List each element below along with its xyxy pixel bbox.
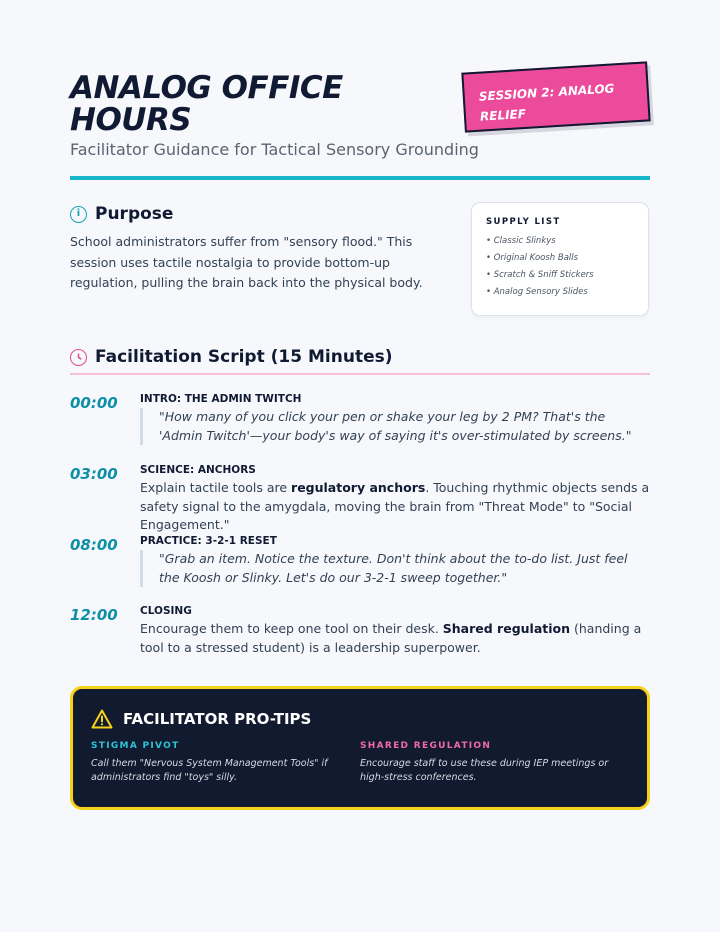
- step-time: 00:00: [70, 394, 118, 412]
- step-label: SCIENCE: ANCHORS: [140, 464, 256, 476]
- step-text-part: (handing a tool to a stressed student) is a leadership superpower.: [140, 621, 642, 655]
- tip-label: STIGMA PIVOT: [91, 741, 180, 751]
- tip-column: [91, 741, 360, 785]
- tip-text: Encourage staff to use these during IEP meetings or high-stress conferences.: [360, 758, 609, 783]
- script-divider: [70, 373, 650, 375]
- page-subtitle: Facilitator Guidance for Tactical Sensory Grounding: [70, 140, 479, 159]
- step-time: 08:00: [70, 536, 118, 554]
- document-page: [70, 0, 650, 932]
- warning-icon: [91, 709, 113, 729]
- step-time: 03:00: [70, 465, 118, 483]
- script-heading: Facilitation Script (15 Minutes): [95, 347, 393, 367]
- header-divider: [70, 176, 650, 180]
- step-time: 12:00: [70, 606, 118, 624]
- supply-list-card: [471, 202, 649, 316]
- supply-item: • Original Koosh Balls: [486, 253, 579, 263]
- pro-tips-title: FACILITATOR PRO-TIPS: [123, 710, 312, 728]
- pro-tips-header: [91, 709, 629, 729]
- tip-text: Call them "Nervous System Management Tools" if administrators find "toys" silly.: [91, 758, 328, 783]
- tip-label: SHARED REGULATION: [360, 741, 492, 751]
- page-title: ANALOG OFFICE HOURS: [70, 70, 343, 138]
- step-text: [140, 620, 650, 657]
- purpose-text: School administrators suffer from "sensory flood." This session uses tactile nostalgia to provide bottom-up regulation, pulling the brain back into the physical body.: [70, 234, 423, 290]
- clock-icon: [70, 349, 87, 366]
- step-label: PRACTICE: 3-2-1 RESET: [140, 535, 277, 547]
- tip-column: [360, 741, 629, 785]
- pro-tips-box: [70, 686, 650, 810]
- step-text-part: . Touching rhythmic objects sends a safety signal to the amygdala, moving the brain from "Threat Mode" to "Social Engagement.": [140, 480, 650, 532]
- script-header: [70, 347, 392, 367]
- purpose-heading: Purpose: [95, 204, 174, 224]
- step-text-bold: regulatory anchors: [291, 480, 426, 495]
- session-badge: [461, 61, 650, 132]
- step-text-part: Explain tactile tools are: [140, 480, 292, 495]
- supply-item: • Classic Slinkys: [486, 236, 556, 246]
- step-quote: "How many of you click your pen or shake your leg by 2 PM? That's the 'Admin Twitch'—your body's way of saying it's over-stimulated by screens.": [140, 408, 650, 445]
- supply-item: • Scratch & Sniff Stickers: [486, 270, 594, 280]
- info-icon: i: [70, 206, 87, 223]
- purpose-header: [70, 204, 173, 224]
- step-label: INTRO: THE ADMIN TWITCH: [140, 393, 302, 405]
- step-text: [140, 479, 650, 535]
- supply-list-title: SUPPLY LIST: [486, 217, 561, 227]
- step-quote: "Grab an item. Notice the texture. Don't think about the to-do list. Just feel the Koosh or Slinky. Let's do our 3-2-1 sweep together.": [140, 550, 650, 587]
- step-label: CLOSING: [140, 605, 192, 617]
- step-text-bold: Shared regulation: [442, 621, 571, 636]
- session-badge-label: SESSION 2: ANALOG RELIEF: [478, 81, 615, 124]
- supply-item: • Analog Sensory Slides: [486, 287, 588, 297]
- step-text-part: Encourage them to keep one tool on their desk.: [140, 621, 443, 636]
